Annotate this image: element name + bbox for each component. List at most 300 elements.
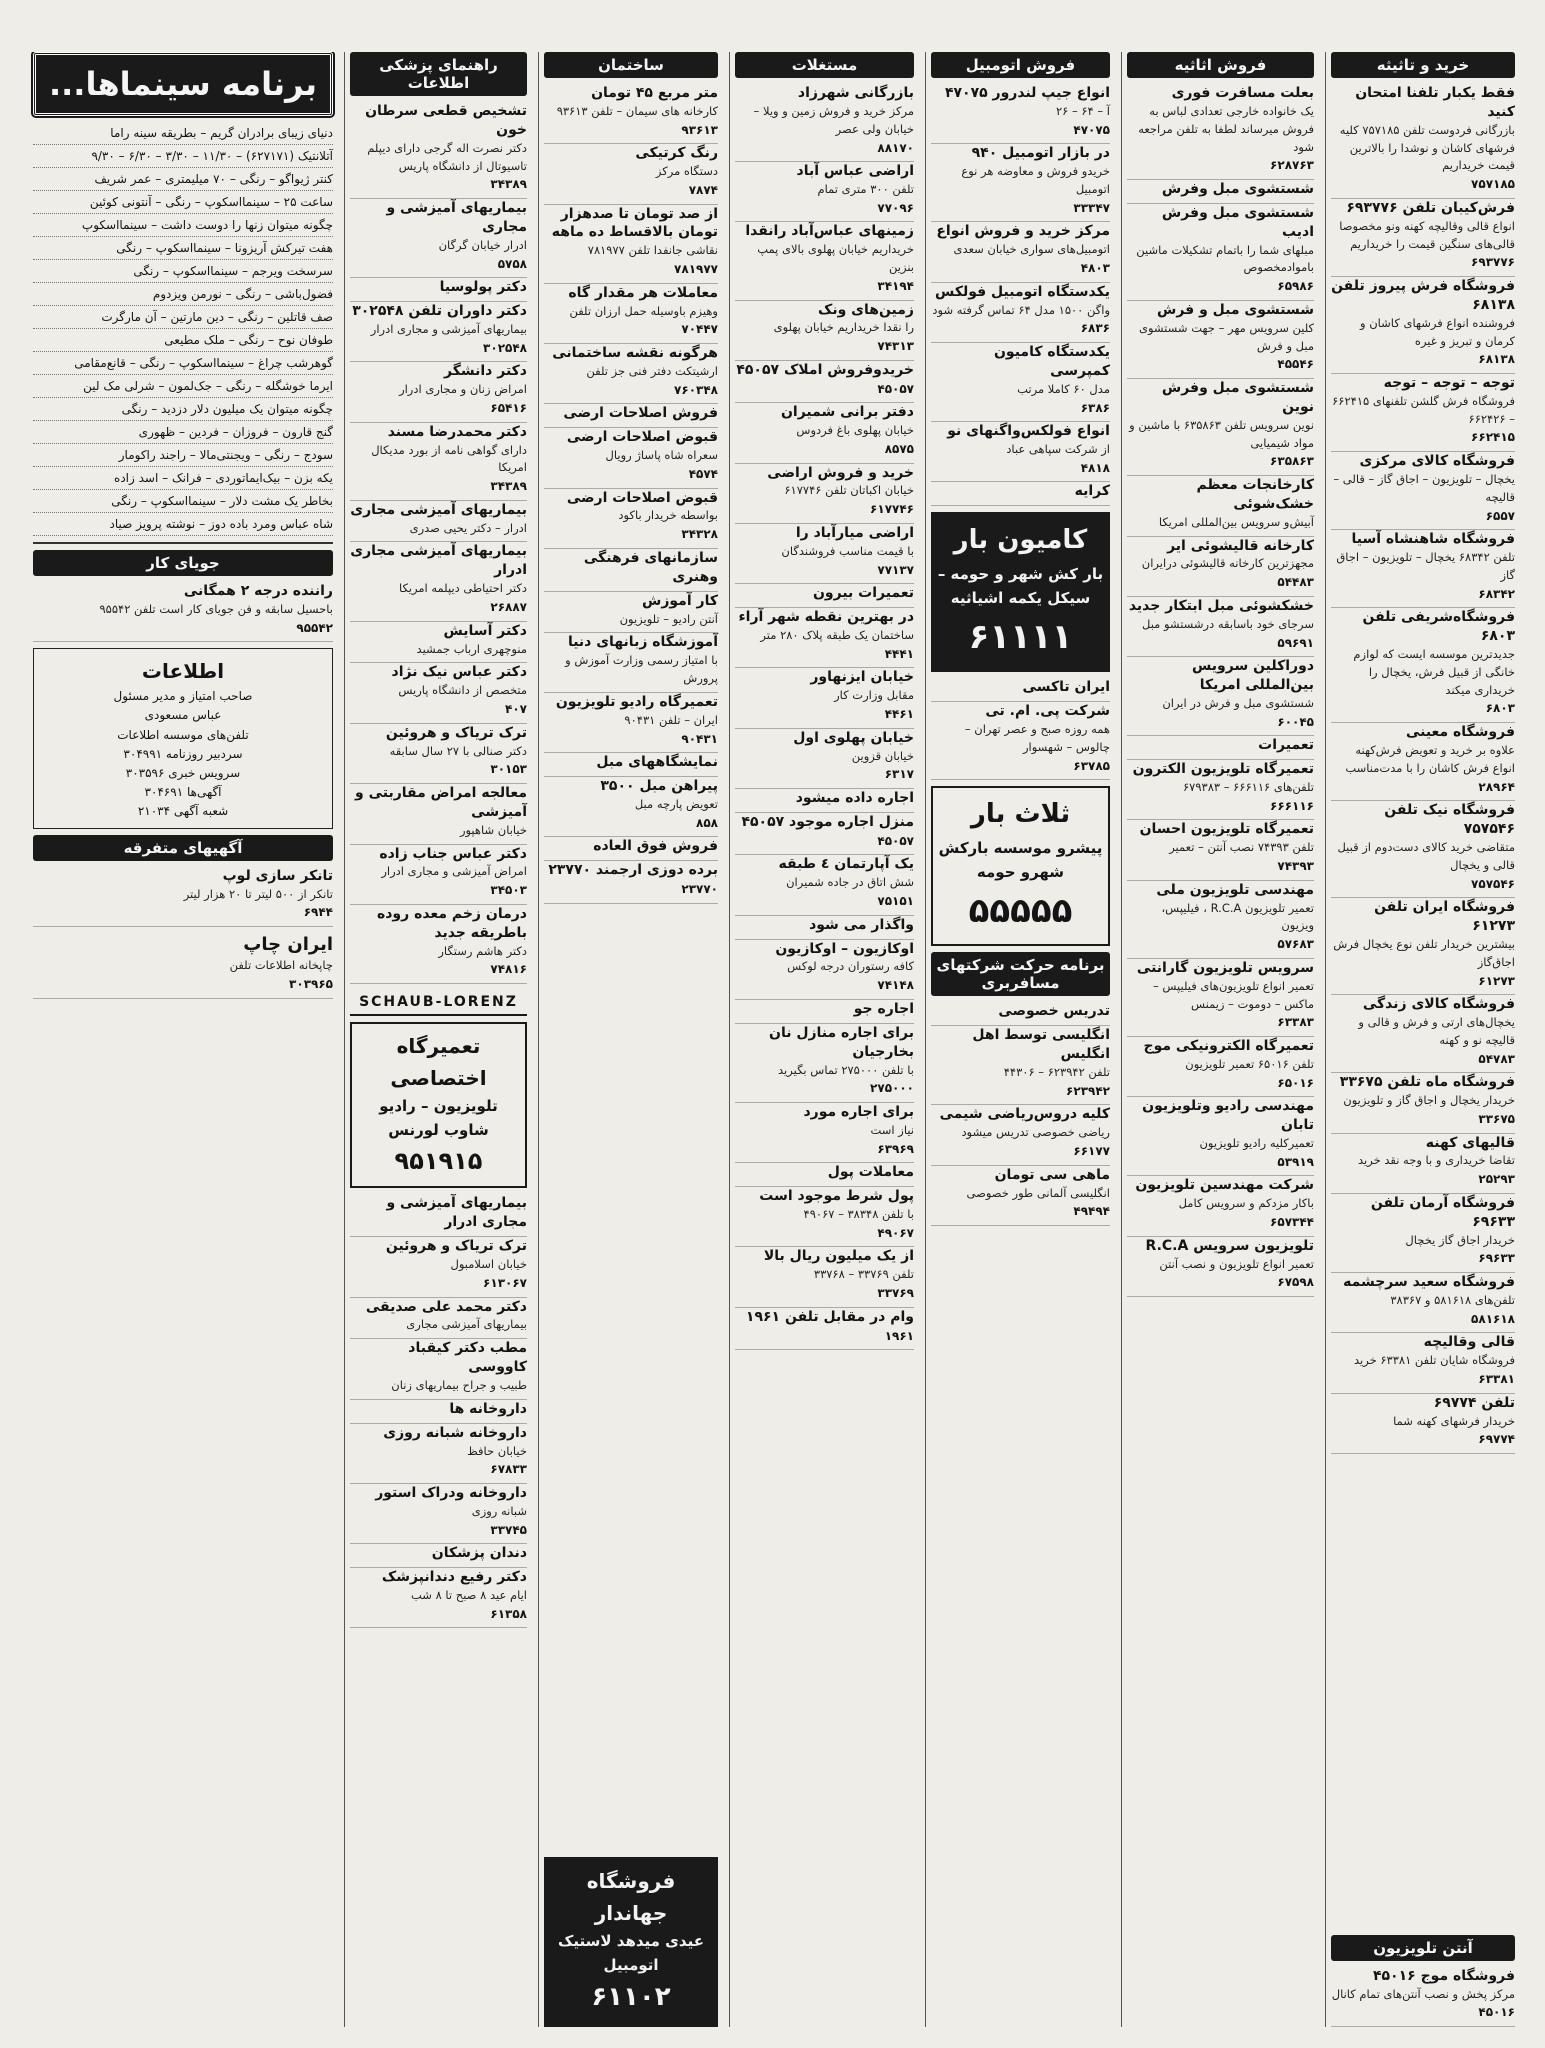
ad-title: فروشگاه‌شریفی تلفن ۶۸۰۳ bbox=[1362, 609, 1515, 645]
ad-text: خیابان قزوین bbox=[851, 748, 914, 763]
ad-list bbox=[931, 678, 1110, 780]
ad-title: انواع فولکس‌واگنهای نو bbox=[947, 423, 1110, 440]
ad-item bbox=[931, 678, 1110, 702]
ad-phone: ۴۴۶۱ bbox=[884, 707, 914, 722]
ad-text: خریدار فرشهای کهنه شما bbox=[1393, 1413, 1515, 1428]
ad-item bbox=[350, 362, 527, 422]
section-header: خرید و تاثیثه bbox=[1331, 52, 1515, 78]
ad-item bbox=[350, 542, 527, 621]
ad-list bbox=[1331, 84, 1515, 1454]
ad-title: زمینهای عباس‌آباد رانقدا bbox=[745, 223, 914, 240]
ad-item bbox=[350, 663, 527, 723]
ad-item bbox=[931, 1026, 1110, 1105]
ad-title: تانکر سازی لوپ bbox=[222, 867, 333, 884]
ad-phone: ۷۶۰۳۴۸ bbox=[674, 382, 718, 397]
cinema-listing: گنج قارون – فروزان – فردین – ظهوری bbox=[33, 421, 333, 444]
ad-title: یک آپارتمان ٤ طبقه bbox=[778, 856, 914, 873]
ad-phone: ۳۰۲۵۴۸ bbox=[483, 340, 527, 355]
ad-item bbox=[350, 845, 527, 905]
ad-text: طبیب و جراح بیماریهای زنان bbox=[391, 1378, 527, 1392]
ad-item bbox=[350, 724, 527, 784]
ad-item bbox=[735, 940, 914, 1000]
ad-phone: ۳۴۵۰۳ bbox=[490, 883, 527, 898]
ad-title: کارخانه قالیشوئی ایر bbox=[1167, 537, 1314, 554]
ad-item bbox=[350, 1568, 527, 1628]
ad-item bbox=[544, 837, 718, 861]
column-cinema bbox=[28, 52, 338, 2027]
ad-text: با قیمت مناسب فروشندگان bbox=[781, 543, 914, 558]
ad-item bbox=[350, 905, 527, 984]
ad-item bbox=[544, 344, 718, 404]
ad-text: خریدار یخچال و اجاق گاز و تلویزیون bbox=[1343, 1093, 1515, 1108]
ad-item bbox=[931, 1002, 1110, 1026]
ad-item bbox=[1331, 452, 1515, 530]
ad-title: بازرگانی شهرزاد bbox=[797, 85, 914, 101]
ad-item bbox=[350, 423, 527, 501]
ad-title: تدریس خصوصی bbox=[998, 1003, 1110, 1020]
ad-item bbox=[931, 222, 1110, 282]
ad-text: تلفن ۳۳۷۶۹ – ۳۳۷۶۸ bbox=[813, 1267, 914, 1282]
ad-title: شرکت مهندسین تلویزیون bbox=[1135, 1177, 1314, 1194]
ad-phone: ۵۳۹۱۹ bbox=[1277, 1154, 1314, 1169]
ad-text: ساختمان یک طبقه پلاک ۲۸۰ متر bbox=[760, 627, 914, 642]
ad-title: فروشگاه کالای زندگی bbox=[1362, 996, 1515, 1013]
ad-title: کلیه دروس‌ریاضی شیمی bbox=[939, 1106, 1110, 1123]
ad-title: قالیهای کهنه bbox=[1425, 1134, 1515, 1151]
ad-phone: ۷۷۰۹۶ bbox=[877, 200, 914, 215]
ad-phone: ۳۴۱۹۴ bbox=[877, 278, 914, 293]
ad-item bbox=[1331, 898, 1515, 995]
ad-text: شش اتاق در جاده شمیران bbox=[786, 875, 914, 890]
ad-item bbox=[1331, 1273, 1515, 1333]
ad-item bbox=[350, 1298, 527, 1340]
ad-text: یک خانواده خارجی تعدادی لباس به فروش میرساند لطفا به تلفن مراجعه شود bbox=[1138, 103, 1314, 154]
ad-text: باکار مزدکم و سرویس کامل bbox=[1178, 1196, 1314, 1211]
ad-title: شستشوی مبل وفرش bbox=[1161, 180, 1314, 197]
ad-item bbox=[544, 144, 718, 204]
ad-item bbox=[544, 489, 718, 549]
ad-title: فرش‌کیبان تلفن ۶۹۳۷۷۶ bbox=[1346, 199, 1515, 216]
ad-item bbox=[931, 343, 1110, 422]
ad-text: بواسطه خریدار باکود bbox=[618, 508, 718, 523]
ad-text: علاوه بر خرید و تعویض فرش‌کهنه انواع فرش کاشان را با مدت‌مناسب bbox=[1345, 742, 1515, 775]
ad-phone: ۶۸۱۳۸ bbox=[1478, 352, 1515, 367]
ad-title: داروخانه ها bbox=[449, 1400, 527, 1417]
ad-title: قبوض اصلاحات ارضی bbox=[566, 489, 718, 506]
ad-text: ریاضی خصوصی تدریس میشود bbox=[961, 1125, 1110, 1140]
ad-phone: ۶۳۵۸۶۳ bbox=[1270, 454, 1314, 469]
ad-text: خیابان پهلوی باغ فردوس bbox=[796, 423, 914, 438]
ad-phone: ۵۴۴۸۳ bbox=[1277, 575, 1314, 590]
ad-item bbox=[1331, 530, 1515, 608]
ad-title: مهندسی تلویزیون ملی bbox=[1156, 881, 1314, 898]
ad-box-salas-bar bbox=[931, 786, 1110, 946]
ad-phone: ۶۶۲۴۱۵ bbox=[1471, 430, 1515, 445]
ad-title: یکدستگاه کامیون کمپرسی bbox=[993, 344, 1110, 379]
ad-text: انگلیسی آلمانی طور خصوصی bbox=[966, 1185, 1110, 1200]
ad-title: کارخانجات معظم خشک‌شوئی bbox=[1196, 476, 1314, 512]
ad-phone: ۵۴۷۸۳ bbox=[1478, 1051, 1515, 1066]
ad-item bbox=[735, 403, 914, 463]
ad-item bbox=[544, 284, 718, 344]
ad-phone: ۳۴۳۲۸ bbox=[681, 527, 718, 542]
box-subtitle: عیدی میدهد لاستیک اتومبیل bbox=[558, 1932, 704, 1975]
ad-title: راننده درجه ۲ همگانی bbox=[183, 583, 333, 599]
ad-title: منزل اجاره موجود ۴۵۰۵۷ bbox=[741, 813, 914, 830]
column-furniture-sell bbox=[1121, 52, 1319, 2027]
ad-item bbox=[1331, 84, 1515, 199]
ad-phone: ۶۳۳۸۳ bbox=[1277, 1015, 1314, 1030]
ad-title: دوراکلین سرویس بین‌المللی امریکا bbox=[1191, 658, 1314, 693]
ad-item bbox=[1127, 537, 1314, 597]
ad-phone: ۴۰۷ bbox=[505, 702, 527, 717]
masthead-line: سردبیر روزنامه ۳۰۴۹۹۱ bbox=[123, 746, 243, 761]
ad-item bbox=[1331, 1073, 1515, 1133]
schaub-lorenz-logo: SCHAUB-LORENZ bbox=[350, 990, 527, 1016]
ad-phone: ۹۳۶۱۳ bbox=[681, 122, 718, 137]
masthead-line: سرویس خبری ۳۰۳۵۹۶ bbox=[125, 766, 241, 781]
ad-phone: ۲۸۹۶۴ bbox=[1478, 779, 1515, 794]
ad-title: تعمیرات بیرون bbox=[812, 585, 914, 602]
ad-title: خشکشوئی مبل ابتکار جدید bbox=[1128, 597, 1314, 614]
ad-text: متقاضی خرید کالای دست‌دوم از قبیل قالی و یخچال bbox=[1337, 839, 1515, 872]
ad-title: مرکز خرید و فروش انواع bbox=[936, 223, 1110, 240]
ad-title: یکدستگاه اتومبیل فولکس bbox=[935, 283, 1110, 300]
ad-phone: ۷۵۷۱۸۵ bbox=[1471, 177, 1515, 192]
ad-phone: ۲۷۵۰۰۰ bbox=[870, 1081, 914, 1096]
ad-text: کافه رستوران درجه لوکس bbox=[787, 959, 914, 974]
cinema-listing: سرسخت ویرجم – سینمااسکوپ – رنگی bbox=[33, 260, 333, 283]
cinema-listing: گوهرشب چراغ – سینمااسکوپ – رنگی – قانع‌مقامی bbox=[33, 352, 333, 375]
ad-title: تعمیرات bbox=[1258, 737, 1314, 754]
ad-item bbox=[931, 1105, 1110, 1165]
ad-phone: ۶۹۶۳۳ bbox=[1478, 1251, 1515, 1266]
ad-title: از صد تومان تا صدهزار تومان بالاقساط ده ماهه bbox=[551, 205, 718, 241]
ad-text: با تلفن ۳۸۳۴۸ – ۴۹۰۶۷ bbox=[803, 1206, 914, 1221]
ad-title: فقط یکبار تلفنا امتحان کنید bbox=[1355, 85, 1515, 120]
ad-text: ارشیتکت دفتر فنی جز تلفن bbox=[586, 363, 718, 378]
ad-phone: ۶۰۰۴۵ bbox=[1277, 714, 1314, 729]
ad-item bbox=[931, 84, 1110, 144]
cinema-listing: دنیای زیبای برادران گریم – بطریقه سینه راما bbox=[33, 122, 333, 145]
ad-title: نمایشگاههای مبل bbox=[596, 754, 718, 771]
ad-text: یخچال‌های ارتی و فرش و قالی و قالیچه نو و کهنه bbox=[1358, 1015, 1515, 1047]
ad-title: فروش اصلاحات ارضی bbox=[563, 405, 718, 422]
ad-text: ادرار – دکتر یحیی صدری bbox=[409, 520, 527, 535]
ad-item bbox=[735, 813, 914, 855]
ad-phone: ۶۸۳۴۲ bbox=[1478, 586, 1515, 601]
ad-title: در بازار اتومبیل ۹۴۰ bbox=[971, 145, 1110, 162]
ad-item bbox=[350, 1424, 527, 1484]
ad-text: انواع قالی وقالیچه کهنه ونو مخصوصا قالی‌های سنگین قیمت را خریداریم bbox=[1339, 218, 1515, 251]
ad-text: دستگاه مرکز bbox=[655, 164, 718, 179]
ad-text: امراض زنان و مجاری ادرار bbox=[399, 382, 527, 397]
ad-item bbox=[1127, 1176, 1314, 1236]
ad-title: دکتر رفیع دندانپزشک bbox=[381, 1569, 527, 1586]
ad-title: فروشگاه معینی bbox=[1405, 724, 1515, 741]
ad-text: از شرکت سپاهی عباد bbox=[1006, 442, 1110, 457]
ad-text: دکتر صنالی با ۲۷ سال سابقه bbox=[389, 743, 527, 758]
ad-text: خریداریم خیابان پهلوی بالای پمپ بنزین bbox=[757, 242, 914, 275]
ad-phone: ۷۴۳۹۳ bbox=[1277, 859, 1314, 874]
cinema-listing: بخاطر یک مشت دلار – سینمااسکوپ – رنگی bbox=[33, 490, 333, 513]
ad-phone: ۴۷۰۷۵ bbox=[1073, 122, 1110, 137]
cinema-listing: طوفان نوح – رنگی – ملک مطیعی bbox=[33, 329, 333, 352]
ad-title: برده دوزی ارجمند ۲۳۷۷۰ bbox=[548, 862, 718, 879]
ad-text: مرکز پخش و نصب آنتن‌های تمام کانال bbox=[1331, 1986, 1515, 2001]
ad-item bbox=[1127, 204, 1314, 301]
ad-phone: ۸۵۷۵ bbox=[884, 442, 914, 456]
ad-title: معاملات پول bbox=[827, 1164, 914, 1181]
ad-item bbox=[544, 592, 718, 634]
ad-text: مدل ۶۰ کاملا مرتب bbox=[1017, 381, 1110, 396]
ad-text: وهیزم باوسیله حمل ارزان تلفن bbox=[569, 303, 718, 318]
ad-title: بیماریهای آمیزشی و مجاری ادرار bbox=[386, 1195, 527, 1231]
section-header: ساختمان bbox=[544, 52, 718, 78]
ad-text: تلفن ۶۲۳۹۴۲ – ۴۴۳۰۶ bbox=[1003, 1065, 1110, 1080]
ad-title: دکتر محمدرضا مسند bbox=[387, 423, 527, 440]
ad-phone: ۶۸۳۶ bbox=[1080, 321, 1110, 336]
ad-text: ادرار خیابان گرگان bbox=[438, 237, 527, 252]
ad-item bbox=[33, 933, 333, 999]
ad-text: سرجای خود باسابقه درشستشو مبل bbox=[1142, 616, 1314, 631]
ad-phone: ۴۵۰۵۷ bbox=[877, 381, 914, 396]
cinema-banner: برنامه سینماها... bbox=[33, 52, 333, 116]
ad-item bbox=[350, 278, 527, 302]
ad-item bbox=[1127, 1037, 1314, 1097]
ad-title: زمین‌های ونک bbox=[817, 301, 914, 318]
ad-phone: ۵۸۱۶۱۸ bbox=[1471, 1311, 1515, 1326]
ad-item bbox=[735, 1308, 914, 1350]
ad-text: جدیدترین موسسه ایست که لوازم خانگی از قبیل فرش، یخچال را خریداری میکند bbox=[1353, 647, 1515, 697]
ad-title: دندان پزشکان bbox=[431, 1545, 527, 1562]
ad-title: انگلیسی توسط اهل انگلیس bbox=[972, 1027, 1110, 1063]
ad-title: واگذار می شود bbox=[809, 916, 914, 933]
ad-title: بعلت مسافرت فوری bbox=[1171, 85, 1314, 101]
ad-title: فروش فوق العاده bbox=[593, 838, 718, 855]
ad-item bbox=[735, 464, 914, 524]
ad-title: فروشگاه نیک تلفن ۷۵۷۵۴۶ bbox=[1384, 802, 1515, 838]
cinema-listing: ایرما خوشگله – رنگی – جک‌لمون – شرلی مک لین bbox=[33, 375, 333, 398]
ad-item bbox=[735, 162, 914, 222]
ad-title: مطب دکتر کیقباد کاووسی bbox=[408, 1340, 527, 1376]
section-header: فروش اتومبیل bbox=[931, 52, 1110, 78]
ad-title: فروشگاه موج ۴۵۰۱۶ bbox=[1372, 1967, 1515, 1984]
ad-item bbox=[544, 753, 718, 777]
ad-phone: ۶۳۱۷ bbox=[884, 767, 914, 782]
ad-title: برای اجاره مورد bbox=[803, 1103, 914, 1120]
ad-text: منوچهری ارباب جمشید bbox=[416, 641, 527, 656]
masthead-lines bbox=[40, 687, 326, 821]
ad-text: بیشترین خریدار تلفن نوع یخچال فرش اجاق‌گاز bbox=[1333, 936, 1515, 969]
ad-item bbox=[735, 668, 914, 728]
section-header: جویای کار bbox=[33, 550, 333, 576]
ad-phone: ۶۱۳۵۸ bbox=[490, 1606, 527, 1621]
ad-phone: ۳۳۶۷۵ bbox=[1478, 1111, 1515, 1126]
ad-text: فروشنده انواع فرشهای کاشان و کرمان و تبریز و غیره bbox=[1360, 315, 1515, 348]
divider bbox=[33, 542, 333, 544]
ad-title: ترک تریاک و هروئین bbox=[385, 1238, 527, 1255]
ad-item bbox=[931, 482, 1110, 506]
masthead-line: تلفن‌های موسسه اطلاعات bbox=[117, 727, 249, 742]
ad-item bbox=[735, 222, 914, 300]
ad-phone: ۶۲۳۹۴۲ bbox=[1066, 1083, 1110, 1098]
ad-item bbox=[1331, 1394, 1515, 1454]
ad-text: اتومبیل‌های سواری خیابان سعدی bbox=[953, 242, 1110, 257]
ad-title: فروشگاه فرش پیروز تلفن ۶۸۱۳۸ bbox=[1331, 277, 1515, 313]
ad-box-kamion-bar bbox=[931, 512, 1110, 672]
ad-text: خریدو فروش و معاوضه هر نوع اتومبیل bbox=[961, 164, 1110, 196]
ad-box-jahandar bbox=[544, 1857, 718, 2027]
box-phone: ۶۱۱۱۱ bbox=[968, 616, 1073, 657]
ad-phone: ۳۰۱۵۳ bbox=[490, 762, 527, 777]
ad-text: تعویض پارچه مبل bbox=[634, 796, 718, 811]
ad-phone: ۴۵۷۴ bbox=[688, 466, 718, 481]
ad-text: شستشوی مبل و فرش در ایران bbox=[1162, 695, 1314, 710]
ad-text: دکتر نصرت اله گرجی دارای دیپلم تاسیوتال از دانشگاه پاریس bbox=[367, 140, 527, 173]
cinema-listing: فضول‌باشی – رنگی – نورمن ویزدوم bbox=[33, 283, 333, 306]
ad-phone: ۵۷۵۸ bbox=[497, 256, 527, 271]
ad-list bbox=[931, 84, 1110, 506]
ad-text: تعمیرکلیه رادیو تلویزیون bbox=[1199, 1136, 1314, 1151]
ad-title: داروخانه شبانه روزی bbox=[383, 1424, 527, 1441]
ad-title: فروشگاه ماه تلفن ۳۳۶۷۵ bbox=[1339, 1074, 1515, 1091]
ad-title: فروشگاه آرمان تلفن ۶۹۶۳۳ bbox=[1370, 1194, 1515, 1230]
ad-phone: ۳۳۷۶۹ bbox=[877, 1286, 914, 1301]
ad-title: خریدوفروش املاک ۴۵۰۵۷ bbox=[736, 361, 914, 378]
ad-title: انواع جیپ لندرور ۴۷۰۷۵ bbox=[944, 85, 1110, 101]
ad-item bbox=[735, 608, 914, 668]
ad-title: تشخیص قطعی سرطان خون bbox=[365, 103, 527, 138]
ad-phone: ۸۸۱۷۰ bbox=[877, 140, 914, 155]
ad-title: اجاره جو bbox=[853, 1000, 914, 1017]
ad-phone: ۴۴۴۱ bbox=[884, 646, 914, 661]
ad-item bbox=[735, 729, 914, 789]
ad-phone: ۳۴۳۸۹ bbox=[490, 479, 527, 494]
ad-phone: ۷۷۱۳۷ bbox=[877, 562, 914, 577]
ad-title: ماهی سی تومان bbox=[994, 1166, 1110, 1183]
ad-phone: ۲۶۸۸۷ bbox=[490, 600, 527, 615]
ad-item bbox=[1331, 723, 1515, 801]
ad-phone: ۴۵۵۴۶ bbox=[1277, 357, 1314, 372]
ad-list bbox=[735, 84, 914, 1350]
box-title: تعمیرگاه اختصاصی bbox=[390, 1034, 487, 1091]
ad-title: سازمانهای فرهنگی وهنری bbox=[583, 549, 718, 585]
ad-item bbox=[735, 524, 914, 584]
ad-box-schaub-lorenz bbox=[350, 1022, 527, 1188]
ad-text: سعراه شاه پاساژ رویال bbox=[605, 448, 718, 463]
newspaper-page bbox=[30, 52, 1520, 2027]
ad-text: خیابان اسلامبول bbox=[450, 1257, 527, 1272]
ad-text: دکتر هاشم رستگار bbox=[438, 943, 527, 958]
ad-item bbox=[1331, 1134, 1515, 1194]
ad-title: داروخانه ودراک استور bbox=[375, 1485, 527, 1501]
ad-title: اوکازیون – اوکازیون bbox=[775, 940, 914, 957]
ad-phone: ۷۸۷۴ bbox=[688, 183, 718, 197]
column-medical bbox=[344, 52, 532, 2027]
ad-item bbox=[350, 199, 527, 278]
ad-title: دکتر عباس جناب زاده bbox=[379, 845, 527, 862]
ad-phone: ۶۳۸۶ bbox=[1080, 400, 1110, 415]
box-phone: ۶۱۱۰۲ bbox=[591, 1982, 671, 2013]
ad-title: تلویزیون سرویس R.C.A bbox=[1145, 1237, 1314, 1254]
ad-item bbox=[931, 1166, 1110, 1226]
ad-title: قبوض اصلاحات ارضی bbox=[566, 429, 718, 446]
cinema-listing: صف قاتلین – رنگی – دین مارتین – آن مارگرت bbox=[33, 306, 333, 329]
section-header: راهنمای پزشکی اطلاعات bbox=[350, 52, 527, 96]
ad-item bbox=[33, 582, 333, 642]
ad-text: تعمیر انواع تلویزیون‌های فیلیپس – ماکس – دوموت – زیمنس bbox=[1152, 978, 1314, 1011]
ad-text: نقاشی جانفدا تلفن ۷۸۱۹۷۷ bbox=[587, 243, 718, 258]
ad-item bbox=[1127, 657, 1314, 736]
ad-list bbox=[1127, 84, 1314, 1297]
ad-phone: ۶۹۳۷۷۶ bbox=[1471, 255, 1515, 270]
ad-item bbox=[735, 1187, 914, 1247]
ad-item bbox=[1331, 1967, 1515, 2027]
ad-item bbox=[1127, 476, 1314, 537]
ad-item bbox=[544, 693, 718, 753]
ad-item bbox=[735, 584, 914, 608]
ad-phone: ۹۵۵۴۲ bbox=[296, 620, 333, 635]
ad-item bbox=[735, 1163, 914, 1187]
cinema-list bbox=[33, 122, 333, 536]
ad-item bbox=[1331, 277, 1515, 374]
masthead-line: صاحب امتیاز و مدیر مسئول bbox=[113, 689, 253, 704]
ad-item bbox=[931, 702, 1110, 780]
ad-item bbox=[544, 861, 718, 903]
ad-title: دکتر داوران تلفن ۳۰۲۵۴۸ bbox=[352, 303, 527, 320]
ad-title: معالجه امراض مقاربتی و آمیزشی bbox=[355, 784, 527, 820]
ad-item bbox=[1127, 301, 1314, 379]
ad-title: مهندسی رادیو وتلویزیون تابان bbox=[1142, 1098, 1314, 1134]
ad-text: آنتن رادیو – تلویزیون bbox=[619, 611, 718, 626]
ad-text: نیاز است bbox=[870, 1122, 914, 1137]
ad-item bbox=[1331, 199, 1515, 277]
ad-phone: ۲۳۷۷۰ bbox=[681, 882, 718, 897]
ad-item bbox=[350, 784, 527, 845]
ad-title: شستشوی مبل و فرش bbox=[1157, 301, 1314, 318]
ad-text: همه روزه صبح و عصر تهران – چالوس – شهسوار bbox=[964, 722, 1110, 754]
ad-text: بازرگانی فردوست تلفن ۷۵۷۱۸۵ کلیه فرشهای کاشان و نوشدا را بالاترین قیمت خریداریم bbox=[1339, 122, 1515, 173]
ad-phone: ۴۵۰۱۶ bbox=[1478, 2005, 1515, 2020]
ad-title: درمان زخم معده روده باطریقه جدید bbox=[376, 905, 527, 941]
ad-title: قالی وقالیچه bbox=[1423, 1334, 1515, 1351]
ad-item bbox=[350, 1339, 527, 1400]
ad-title: فروشگاه سعید سرچشمه bbox=[1343, 1274, 1515, 1291]
ad-phone: ۵۹۶۹۱ bbox=[1277, 635, 1314, 650]
ad-item bbox=[350, 501, 527, 543]
ad-item bbox=[544, 777, 718, 837]
ad-item bbox=[350, 102, 527, 199]
box-phone: ۹۵۱۹۱۵ bbox=[394, 1147, 483, 1176]
ad-title: فروشگاه شاهنشاه آسیا bbox=[1351, 531, 1515, 548]
ad-phone: ۶۵۷۳۴۴ bbox=[1270, 1215, 1314, 1230]
section-header: برنامه حرکت شرکتهای مسافربری bbox=[931, 952, 1110, 996]
ad-title: فروشگاه کالای مرکزی bbox=[1359, 453, 1515, 470]
ad-title: تلفن ۶۹۷۷۴ bbox=[1433, 1394, 1515, 1411]
masthead-line: عباس مسعودی bbox=[144, 708, 222, 723]
ad-phone: ۶۷۵۹۸ bbox=[1277, 1275, 1314, 1290]
ad-phone: ۶۳۹۶۹ bbox=[877, 1141, 914, 1156]
ad-text: کلین سرویس مهر – جهت شستشوی مبل و فرش bbox=[1138, 320, 1314, 353]
ad-phone: ۷۴۳۱۳ bbox=[877, 339, 914, 354]
ad-title: سرویس تلویزیون گارانتی bbox=[1136, 959, 1314, 976]
ad-phone: ۶۵۴۱۶ bbox=[490, 401, 527, 416]
ad-title: تعمیرگاه الکترونیکی موج bbox=[1143, 1038, 1314, 1054]
ad-phone: ۳۴۳۸۹ bbox=[490, 177, 527, 192]
ad-text: بیماریهای آمیزشی مجاری bbox=[406, 1317, 527, 1332]
ad-text: تانکر از ۵۰۰ لیتر تا ۲۰ هزار لیتر bbox=[183, 886, 333, 901]
